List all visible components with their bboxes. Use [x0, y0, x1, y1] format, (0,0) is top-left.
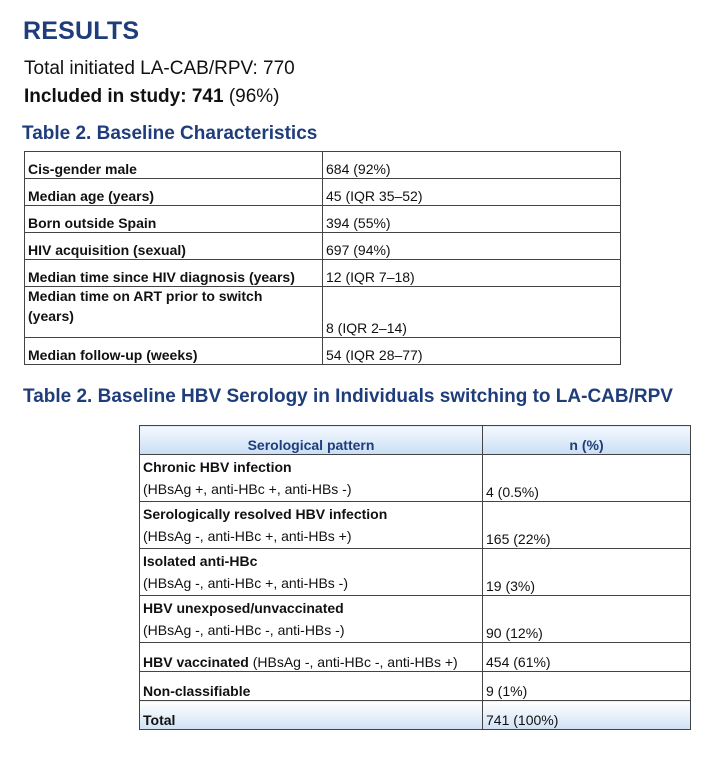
table-row: [140, 549, 691, 596]
row-value: 697 (94%): [323, 233, 621, 260]
included-label: Included in study: 741: [24, 86, 224, 107]
included-pct: (96%): [223, 86, 280, 107]
table-row: [25, 179, 621, 206]
row-value: 4 (0.5%): [483, 455, 691, 502]
pattern-cell: [140, 643, 483, 672]
table-row: [140, 502, 691, 549]
table1-title: Table 2. Baseline Characteristics: [22, 123, 318, 144]
row-value: 90 (12%): [483, 596, 691, 643]
baseline-characteristics-table: [24, 151, 621, 365]
table-row: [25, 152, 621, 179]
header-pattern: Serological pattern: [140, 426, 483, 455]
results-heading: RESULTS: [23, 17, 140, 45]
pattern-detail: (HBsAg -, anti-HBc +, anti-HBs -): [143, 575, 348, 591]
pattern-name: HBV unexposed/unvaccinated: [143, 600, 344, 616]
row-label: Median age (years): [25, 179, 323, 206]
table-row: [140, 643, 691, 672]
table-row-total: [140, 701, 691, 730]
row-value: 45 (IQR 35–52): [323, 179, 621, 206]
row-label-line2: (years): [28, 308, 74, 324]
table-row: [25, 338, 621, 365]
row-value: 12 (IQR 7–18): [323, 260, 621, 287]
table-row: [140, 455, 691, 502]
row-value: 684 (92%): [323, 152, 621, 179]
pattern-detail: (HBsAg +, anti-HBc +, anti-HBs -): [143, 481, 352, 497]
pattern-name: Isolated anti-HBc: [143, 553, 258, 569]
table-row: [25, 260, 621, 287]
pattern-cell: [140, 502, 483, 549]
pattern-name: HBV vaccinated: [143, 654, 249, 670]
pattern-cell: [140, 672, 483, 701]
pattern-name: Non-classifiable: [143, 683, 251, 699]
pattern-cell: [140, 549, 483, 596]
table-row: [140, 596, 691, 643]
pattern-cell: [140, 596, 483, 643]
pattern-cell: [140, 701, 483, 730]
row-value: 165 (22%): [483, 502, 691, 549]
row-label: [25, 287, 323, 338]
row-label: Median time since HIV diagnosis (years): [25, 260, 323, 287]
row-label: HIV acquisition (sexual): [25, 233, 323, 260]
included-text: [24, 86, 280, 108]
pattern-detail: (HBsAg -, anti-HBc -, anti-HBs -): [143, 622, 345, 638]
table-row: [25, 287, 621, 338]
pattern-name: Serologically resolved HBV infection: [143, 506, 388, 522]
table2-title: Table 2. Baseline HBV Serology in Individuals switching to LA-CAB/RPV: [23, 386, 673, 407]
pattern-detail: (HBsAg -, anti-HBc -, anti-HBs +): [248, 654, 458, 670]
row-value: 54 (IQR 28–77): [323, 338, 621, 365]
hbv-serology-table: [139, 425, 691, 730]
row-value: 9 (1%): [483, 672, 691, 701]
row-value: 19 (3%): [483, 549, 691, 596]
table-row: [25, 233, 621, 260]
table-row: [140, 672, 691, 701]
pattern-detail: (HBsAg -, anti-HBc +, anti-HBs +): [143, 528, 352, 544]
pattern-name: Chronic HBV infection: [143, 459, 292, 475]
header-n-pct: n (%): [483, 426, 691, 455]
row-value: 394 (55%): [323, 206, 621, 233]
pattern-name: Total: [143, 712, 176, 728]
row-label: Cis-gender male: [25, 152, 323, 179]
table-header-row: [140, 426, 691, 455]
row-label-line1: Median time on ART prior to switch: [28, 288, 263, 304]
row-label: Born outside Spain: [25, 206, 323, 233]
row-value: 8 (IQR 2–14): [323, 287, 621, 338]
pattern-cell: [140, 455, 483, 502]
row-value: 741 (100%): [483, 701, 691, 730]
row-label: Median follow-up (weeks): [25, 338, 323, 365]
row-value: 454 (61%): [483, 643, 691, 672]
total-initiated-text: Total initiated LA-CAB/RPV: 770: [24, 58, 295, 79]
table-row: [25, 206, 621, 233]
